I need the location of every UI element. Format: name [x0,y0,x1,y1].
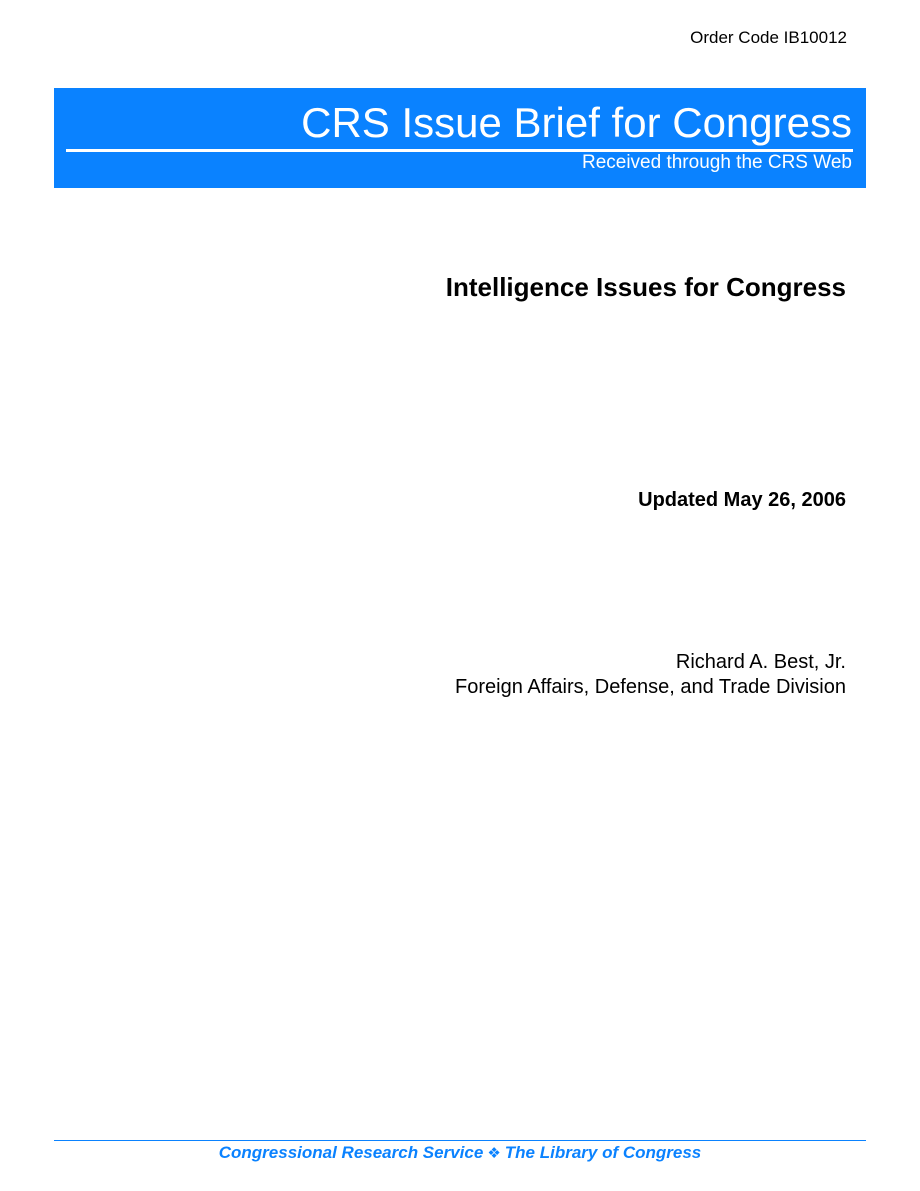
author-division: Foreign Affairs, Defense, and Trade Division [455,676,846,698]
report-title: Intelligence Issues for Congress [445,272,846,302]
footer-loc: The Library of Congress [504,1143,702,1162]
footer-divider [54,1140,866,1141]
author-block [455,650,846,700]
order-code: Order Code IB10012 [690,28,847,47]
banner-subtitle: Received through the CRS Web [581,152,852,173]
author-name: Richard A. Best, Jr. [675,651,846,673]
footer-crs: Congressional Research Service [218,1143,484,1162]
updated-date: Updated May 26, 2006 [638,489,846,511]
footer [54,1143,866,1163]
title-banner [54,88,866,188]
banner-title: CRS Issue Brief for Congress [301,99,852,146]
diamond-separator-icon: ❖ [487,1145,501,1162]
